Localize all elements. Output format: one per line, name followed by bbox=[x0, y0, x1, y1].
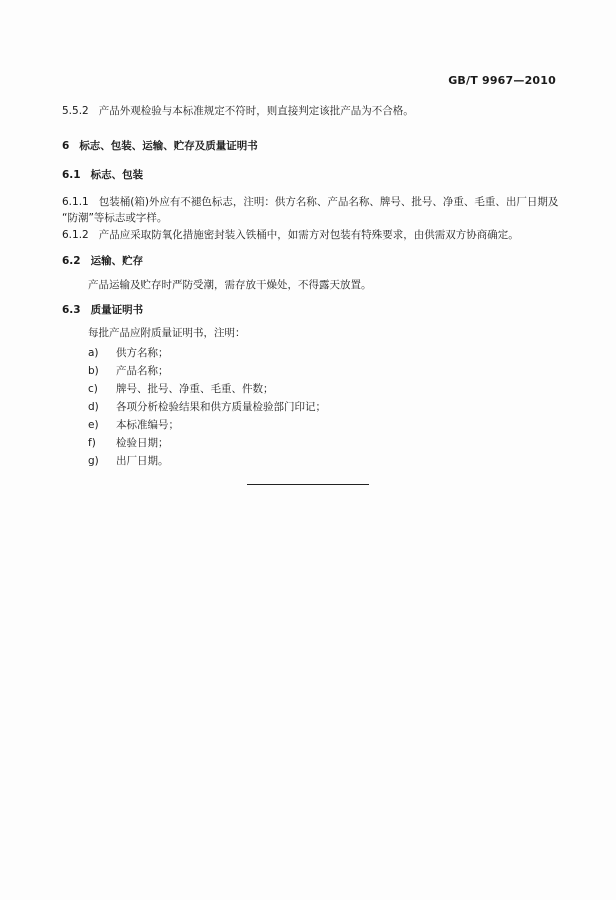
clause-6-1-1-line-2 bbox=[62, 211, 167, 225]
section-6-1-heading bbox=[62, 168, 143, 182]
section-6-2-text bbox=[88, 278, 372, 292]
section-6-3-intro bbox=[88, 326, 246, 340]
section-title: 质量证明书 bbox=[90, 304, 144, 316]
clause-text: 产品外观检验与本标准规定不符时，则直接判定该批产品为不合格。 bbox=[98, 105, 414, 117]
list-item bbox=[88, 418, 179, 432]
list-item-text: 产品名称； bbox=[116, 365, 169, 377]
list-item-text: 本标准编号； bbox=[116, 419, 179, 431]
paragraph-text: 每批产品应附质量证明书，注明： bbox=[88, 327, 246, 339]
clause-number: 6.1.2 bbox=[62, 229, 89, 241]
list-item-label: a) bbox=[88, 347, 99, 359]
end-rule bbox=[247, 484, 369, 485]
list-item-label: f) bbox=[88, 437, 96, 449]
section-number: 6.2 bbox=[62, 255, 81, 267]
section-title: 标志、包装、运输、贮存及质量证明书 bbox=[79, 140, 258, 152]
list-item bbox=[88, 454, 169, 468]
list-item-label: b) bbox=[88, 365, 99, 377]
clause-6-1-1-line-1 bbox=[62, 195, 558, 209]
list-item bbox=[88, 364, 169, 378]
section-number: 6.3 bbox=[62, 304, 81, 316]
section-title: 运输、贮存 bbox=[90, 255, 144, 267]
list-item bbox=[88, 436, 169, 450]
section-number: 6 bbox=[62, 140, 70, 152]
list-item-text: 牌号、批号、净重、毛重、件数； bbox=[116, 383, 274, 395]
clause-6-1-2 bbox=[62, 228, 519, 242]
clause-5-5-2 bbox=[62, 104, 414, 118]
list-item-text: 供方名称； bbox=[116, 347, 169, 359]
list-item-text: 各项分析检验结果和供方质量检验部门印记； bbox=[116, 401, 326, 413]
list-item bbox=[88, 400, 326, 414]
section-number: 6.1 bbox=[62, 169, 81, 181]
clause-number: 5.5.2 bbox=[62, 105, 89, 117]
list-item-label: e) bbox=[88, 419, 99, 431]
clause-number: 6.1.1 bbox=[62, 196, 89, 208]
paragraph-text: 产品运输及贮存时严防受潮，需存放干燥处，不得露天放置。 bbox=[88, 279, 372, 291]
section-title: 标志、包装 bbox=[90, 169, 144, 181]
clause-text: 产品应采取防氧化措施密封装入铁桶中，如需方对包装有特殊要求，由供需双方协商确定。 bbox=[98, 229, 519, 241]
standard-code: GB/T 9967—2010 bbox=[448, 74, 556, 87]
list-item-label: c) bbox=[88, 383, 98, 395]
clause-text: “防潮”等标志或字样。 bbox=[62, 212, 168, 224]
section-6-2-heading bbox=[62, 254, 143, 268]
list-item-text: 出厂日期。 bbox=[116, 455, 169, 467]
clause-text: 包装桶(箱)外应有不褪色标志，注明：供方名称、产品名称、牌号、批号、净重、毛重、出厂日期及 bbox=[98, 196, 559, 208]
list-item bbox=[88, 382, 274, 396]
list-item bbox=[88, 346, 169, 360]
list-item-label: d) bbox=[88, 401, 99, 413]
list-item-label: g) bbox=[88, 455, 99, 467]
list-item-text: 检验日期； bbox=[116, 437, 169, 449]
section-6-3-heading bbox=[62, 303, 143, 317]
section-6-heading bbox=[62, 139, 258, 153]
